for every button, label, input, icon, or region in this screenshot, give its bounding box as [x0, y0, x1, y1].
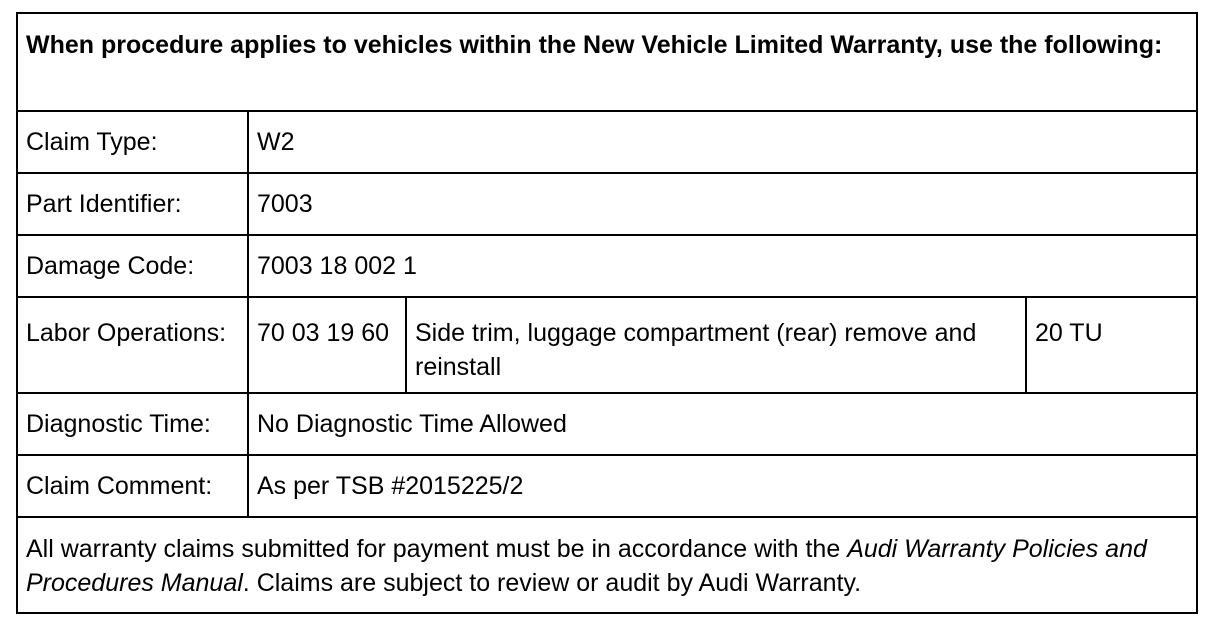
part-identifier-row	[17, 173, 1197, 235]
footer-text-before: All warranty claims submitted for payment must be in accordance with the	[26, 535, 848, 563]
footer-row	[17, 517, 1197, 613]
footer-text-after: . Claims are subject to review or audit by Audi Warranty.	[242, 569, 862, 597]
damage-code-row	[17, 235, 1197, 297]
diagnostic-time-value: No Diagnostic Time Allowed	[248, 393, 1197, 455]
damage-code-label: Damage Code:	[17, 235, 248, 297]
part-identifier-label: Part Identifier:	[17, 173, 248, 235]
claim-comment-value: As per TSB #2015225/2	[248, 455, 1197, 517]
warranty-footer-note	[17, 517, 1197, 613]
damage-code-value: 7003 18 002 1	[248, 235, 1197, 297]
claim-type-label: Claim Type:	[17, 111, 248, 173]
warranty-manual-title: Audi Warranty Policies and Procedures Manual	[26, 535, 1147, 597]
claim-type-value: W2	[248, 111, 1197, 173]
labor-operation-description: Side trim, luggage compartment (rear) remove and reinstall	[406, 297, 1026, 393]
warranty-header: When procedure applies to vehicles within the New Vehicle Limited Warranty, use the following:	[17, 13, 1197, 111]
part-identifier-value: 7003	[248, 173, 1197, 235]
header-row	[17, 13, 1197, 111]
labor-operation-code: 70 03 19 60	[248, 297, 406, 393]
claim-comment-label: Claim Comment:	[17, 455, 248, 517]
claim-comment-row	[17, 455, 1197, 517]
labor-operations-label: Labor Operations:	[17, 297, 248, 393]
diagnostic-time-label: Diagnostic Time:	[17, 393, 248, 455]
diagnostic-time-row	[17, 393, 1197, 455]
warranty-claim-table	[16, 12, 1198, 614]
claim-type-row	[17, 111, 1197, 173]
labor-operations-row	[17, 297, 1197, 393]
labor-operation-time: 20 TU	[1026, 297, 1197, 393]
